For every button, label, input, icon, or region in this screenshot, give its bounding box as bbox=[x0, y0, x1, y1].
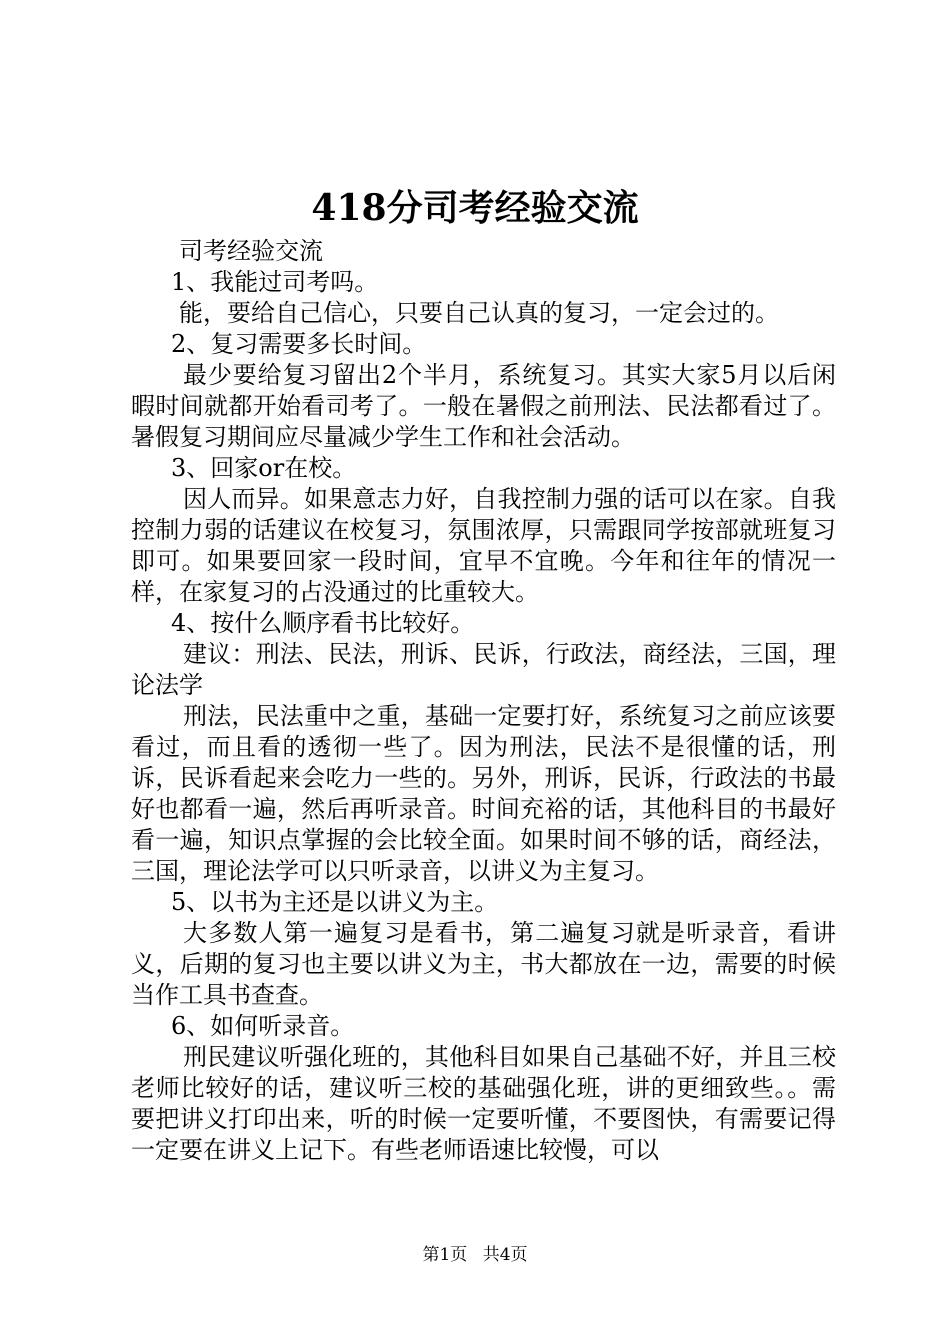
paragraph: 因人而异。如果意志力好，自我控制力强的话可以在家。自我控制力弱的话建议在校复习，氛围浓厚，只需跟同学按部就班复习即可。如果要回家一段时间，宜早不宜晚。今年和往年的情况一样，在家复习的占没通过的比重较大。 bbox=[131, 485, 836, 606]
paragraph: 6、如何听录音。 bbox=[171, 1012, 355, 1040]
page-number: 第1页 bbox=[422, 1245, 468, 1265]
paragraph: 能，要给自己信心，只要自己认真的复习，一定会过的。 bbox=[179, 299, 779, 327]
paragraph: 3、回家or在校。 bbox=[171, 454, 357, 482]
page-total: 共4页 bbox=[482, 1245, 528, 1265]
page-footer bbox=[0, 1243, 950, 1267]
paragraph: 建议：刑法、民法，刑诉、民诉，行政法，商经法，三国，理论法学 bbox=[131, 640, 836, 699]
document-title: 418分司考经验交流 bbox=[311, 187, 639, 229]
paragraph: 最少要给复习留出2个半月，系统复习。其实大家5月以后闲暇时间就都开始看司考了。一般在暑假之前刑法、民法都看过了。暑假复习期间应尽量减少学生工作和社会活动。 bbox=[131, 361, 836, 451]
paragraph: 1、我能过司考吗。 bbox=[171, 268, 379, 296]
paragraph: 司考经验交流 bbox=[179, 237, 323, 265]
paragraph: 4、按什么顺序看书比较好。 bbox=[171, 609, 475, 637]
paragraph: 刑民建议听强化班的，其他科目如果自己基础不好，并且三校老师比较好的话，建议听三校的基础强化班，讲的更细致些。。需要把讲义打印出来，听的时候一定要听懂，不要图快，有需要记得一定要在讲义上记下。有些老师语速比较慢，可以 bbox=[131, 1043, 836, 1164]
paragraph: 2、复习需要多长时间。 bbox=[171, 330, 427, 358]
document-body bbox=[131, 236, 836, 1166]
paragraph: 刑法，民法重中之重，基础一定要打好，系统复习之前应该要看过，而且看的透彻一些了。因为刑法，民法不是很懂的话，刑诉，民诉看起来会吃力一些的。另外，刑诉，民诉，行政法的书最好也都看一遍，然后再听录音。时间充裕的话，其他科目的书最好看一遍，知识点掌握的会比较全面。如果时间不够的话，商经法，三国，理论法学可以只听录音，以讲义为主复习。 bbox=[131, 702, 836, 885]
paragraph: 大多数人第一遍复习是看书，第二遍复习就是听录音，看讲义，后期的复习也主要以讲义为主，书大都放在一边，需要的时候当作工具书查查。 bbox=[131, 919, 836, 1009]
paragraph: 5、以书为主还是以讲义为主。 bbox=[171, 888, 499, 916]
